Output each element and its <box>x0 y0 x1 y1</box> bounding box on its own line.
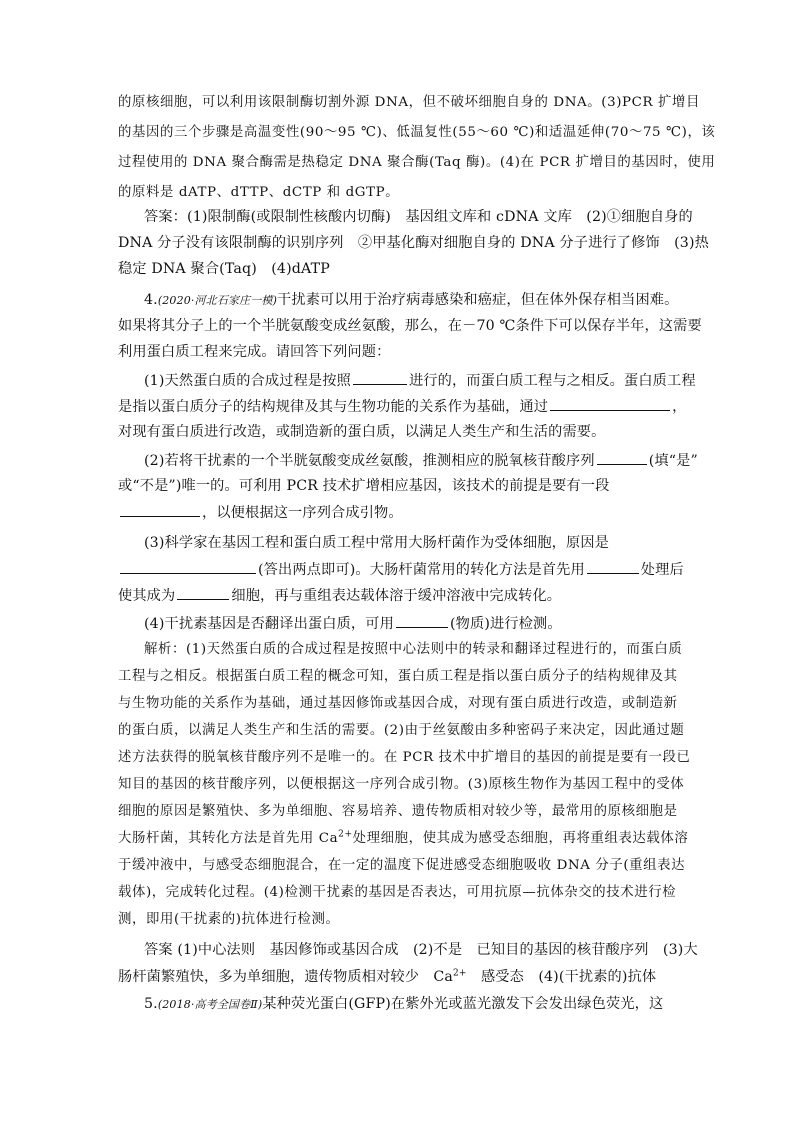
question-stem-text: 某种荧光蛋白(GFP)在紫外光或蓝光激发下会发出绿色荧光，这 <box>262 996 664 1012</box>
answer-blank[interactable] <box>120 559 256 574</box>
subquestion-4 <box>144 613 678 634</box>
question-stem-line: 利用蛋白质工程来完成。请回答下列问题： <box>118 344 391 360</box>
subquestion-1-line3: 对现有蛋白质进行改造，或制造新的蛋白质，以满足人类生产和生活的需要。 <box>118 424 606 440</box>
explanation-line: 述方法获得的脱氧核苷酸序列不是唯一的。在 PCR 技术中扩增目的基因的前提是要有一段已 <box>118 750 691 765</box>
answer-blank[interactable] <box>550 396 670 411</box>
subquestion-text: (2)若将干扰素的一个半胱氨酸变成丝氨酸，推测相应的脱氧核苷酸序列 <box>144 453 595 469</box>
subquestion-2-line2: 或“不是”)唯一的。可利用 PCR 技术扩增相应基因，该技术的前提是要有一段 <box>118 478 610 494</box>
subquestion-text: (4)干扰素基因是否翻译出蛋白质，可用 <box>144 616 394 632</box>
answer-blank[interactable] <box>353 370 407 385</box>
question-stem-line: 如果将其分子上的一个半胱氨酸变成丝氨酸，那么，在－70 ℃条件下可以保存半年，这需要 <box>118 318 702 334</box>
explanation-line: 工程与之相反。根据蛋白质工程的概念可知，蛋白质工程是指以蛋白质分子的结构规律及其 <box>118 669 678 684</box>
explanation-line: 的基因的三个步骤是高温变性(90～95 ℃)、低温复性(55～60 ℃)和适温延伸(70～75 ℃)，该 <box>118 125 716 140</box>
subquestion-text: 细胞，再与重组表达载体溶于缓冲溶液中完成转化。 <box>231 588 562 604</box>
subquestion-text: (答出两点即可)。大肠杆菌常用的转化方法是首先用 <box>258 562 585 578</box>
subquestion-1-line2 <box>118 396 687 417</box>
question-source: (2018·高考全国卷Ⅱ) <box>157 998 263 1011</box>
subquestion-text: (填“是” <box>648 453 698 469</box>
subquestion-text: ， <box>672 399 687 415</box>
subquestion-text: (1)天然蛋白质的合成过程是按照 <box>144 373 351 389</box>
answer-blank[interactable] <box>597 450 647 465</box>
answer-line: 答案：(1)限制酶(或限制性核酸内切酶) 基因组文库和 cDNA 文库 (2)①细胞自身的 <box>144 209 693 225</box>
subquestion-2-line3 <box>118 502 678 523</box>
explanation-line: 测，即用(干扰素的)抗体进行检测。 <box>118 912 340 927</box>
subquestion-3-line3 <box>118 585 678 606</box>
answer-blank[interactable] <box>396 613 448 628</box>
subquestion-3-line2 <box>118 559 684 580</box>
answer-line: 稳定 DNA 聚合(Taq) (4)dATP <box>118 261 330 277</box>
question-source: (2020·河北石家庄一模) <box>157 294 278 307</box>
explanation-line: 大肠杆菌，其转化方法是首先用 $Ca^{2+}$处理细胞，使其成为感受态细胞，再将重组表达载体溶 <box>118 829 689 846</box>
explanation-line: 与生物功能的关系作为基础，通过基因修饰或基因合成，对现有蛋白质进行改造，或制造新 <box>118 696 678 711</box>
subquestion-text: ，以便根据这一序列合成引物。 <box>202 505 403 521</box>
answer-line: 肠杆菌繁殖快，多为单细胞，遗传物质相对较少 $Ca^{2+}$ 感受态 (4)(干扰素的)抗体 <box>118 968 657 985</box>
answer-line: 答案 (1)中心法则 基因修饰或基因合成 (2)不是 已知目的基因的核苷酸序列 (3)大 <box>144 942 698 958</box>
explanation-line: 过程使用的 DNA 聚合酶需是热稳定 DNA 聚合酶(Taq 酶)。(4)在 PCR 扩增目的基因时，使用 <box>118 155 716 170</box>
explanation-line: 解析：(1)天然蛋白质的合成过程是按照中心法则中的转录和翻译过程进行的，而蛋白质 <box>144 642 683 657</box>
subquestion-3: (3)科学家在基因工程和蛋白质工程中常用大肠杆菌作为受体细胞，原因是 <box>144 535 610 551</box>
answer-blank[interactable] <box>177 585 229 600</box>
explanation-line: 细胞的原因是繁殖快、多为单细胞、容易培养、遗传物质相对较少等，最常用的原核细胞是 <box>118 804 678 819</box>
question-number: 5. <box>144 996 158 1012</box>
subquestion-text: 使其成为 <box>118 588 176 604</box>
question-4-stem <box>144 290 678 311</box>
explanation-line: 载体)，完成转化过程。(4)检测干扰素的基因是否表达，可用抗原—抗体杂交的技术进行检 <box>118 885 677 900</box>
explanation-line: 于缓冲液中，与感受态细胞混合，在一定的温度下促进感受态细胞吸收 DNA 分子(重组表达 <box>118 858 686 873</box>
question-5-stem <box>144 994 678 1015</box>
explanation-line: 的蛋白质，以满足人类生产和生活的需要。(2)由于丝氨酸由多种密码子来决定，因此通过题 <box>118 723 685 738</box>
question-stem-text: 干扰素可以用于治疗病毒感染和癌症，但在体外保存相当困难。 <box>277 292 679 308</box>
subquestion-text: 是指以蛋白质分子的结构规律及其与生物功能的关系作为基础，通过 <box>118 399 549 415</box>
answer-blank[interactable] <box>120 502 200 517</box>
subquestion-text: (物质)进行检测。 <box>449 616 562 632</box>
explanation-line: 的原料是 dATP、dTTP、dCTP 和 dGTP。 <box>118 185 400 200</box>
answer-blank[interactable] <box>587 559 639 574</box>
subquestion-1 <box>144 370 696 391</box>
answer-line: DNA 分子没有该限制酶的识别序列 ②甲基化酶对细胞自身的 DNA 分子进行了修饰 (3)热 <box>118 235 709 251</box>
subquestion-text: 处理后 <box>640 562 684 578</box>
subquestion-2 <box>144 450 698 471</box>
explanation-line: 知目的基因的核苷酸序列，以便根据这一序列合成引物。(3)原核生物作为基因工程中的受体 <box>118 777 685 792</box>
subquestion-text: 进行的，而蛋白质工程与之相反。蛋白质工程 <box>408 373 696 389</box>
explanation-line: 的原核细胞，可以利用该限制酶切割外源 DNA，但不破坏细胞自身的 DNA。(3)PCR 扩增目 <box>118 95 701 110</box>
question-number: 4. <box>144 292 158 308</box>
